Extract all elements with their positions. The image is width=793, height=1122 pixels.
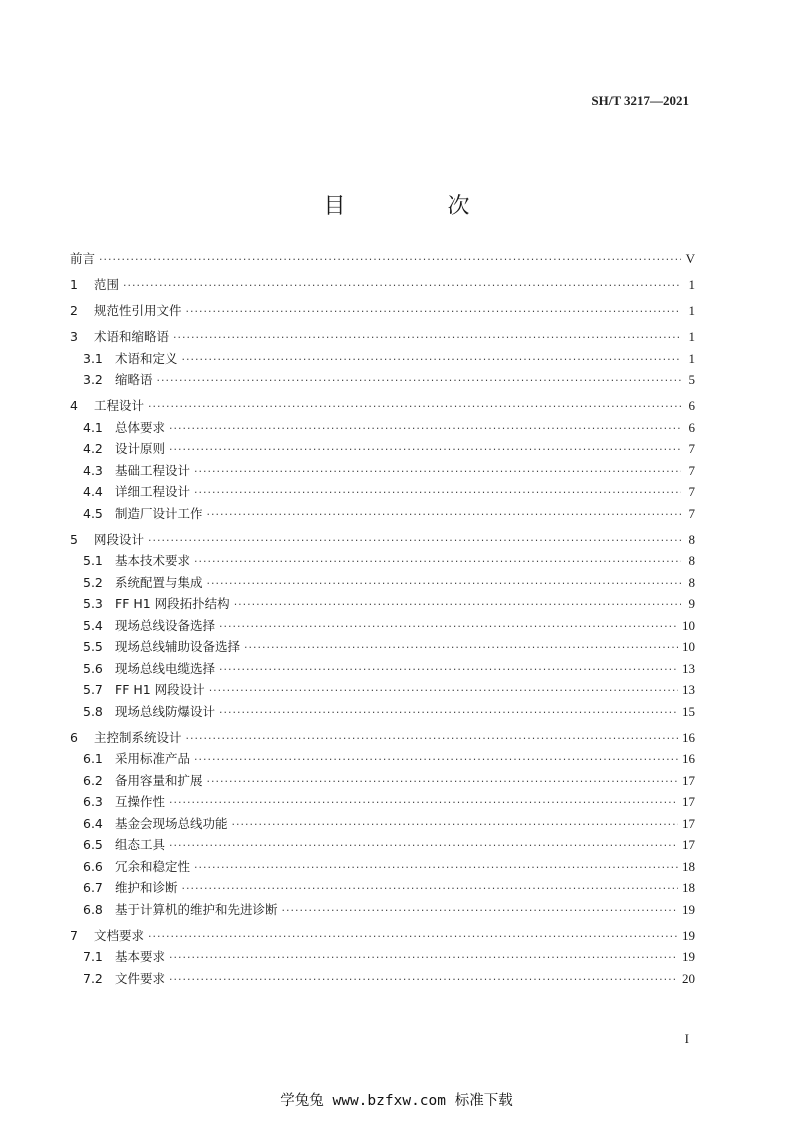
toc-entry-page: 10: [682, 617, 695, 633]
toc-entry-page: 1: [688, 350, 695, 366]
toc-dot-leader: [194, 461, 681, 483]
toc-entry-page: 7: [688, 505, 695, 521]
toc-entry-page: 15: [682, 703, 695, 719]
toc-entry-title: 基础工程设计: [115, 462, 191, 478]
toc-dot-leader: [207, 504, 681, 526]
toc-entry-chapter[interactable]: [70, 274, 695, 296]
toc-dot-leader: [169, 439, 681, 461]
toc-entry-page: 19: [682, 927, 695, 943]
toc-entry-chapter[interactable]: [70, 529, 695, 551]
toc-entry-page: 9: [688, 596, 695, 611]
toc-entry-page: 7: [688, 462, 695, 478]
toc-entry-chapter[interactable]: [70, 326, 695, 348]
toc-entry-page: 6: [688, 398, 695, 413]
toc-entry-number: 6.4: [83, 815, 103, 831]
toc-entry-page: 20: [682, 970, 695, 986]
toc-entry-number: 2: [70, 303, 78, 318]
toc-entry-title: 详细工程设计: [115, 484, 191, 499]
toc-dot-leader: [194, 857, 678, 879]
page-number: I: [684, 1031, 689, 1046]
toc-dot-leader: [282, 900, 678, 922]
toc-dot-leader: [186, 301, 681, 323]
toc-dot-leader: [182, 878, 678, 900]
toc-entry-title: 范围: [94, 277, 120, 292]
toc-dot-leader: [219, 659, 678, 681]
toc-entry-page: 17: [682, 772, 695, 788]
toc-entry-page: 7: [688, 484, 695, 499]
toc-entry-page: 1: [688, 277, 695, 292]
toc-dot-leader: [182, 349, 681, 371]
toc-dot-leader: [173, 327, 681, 349]
toc-entry-number: 5.1: [83, 553, 103, 568]
toc-entry-number: 5.8: [83, 703, 103, 719]
toc-entry-section[interactable]: [70, 417, 695, 439]
toc-dot-leader: [244, 637, 678, 659]
toc-entry-chapter[interactable]: [70, 925, 695, 947]
toc-entry-page: 17: [682, 794, 695, 809]
toc-entry-section[interactable]: [70, 770, 695, 792]
toc-entry-page: 16: [682, 729, 695, 745]
toc-entry-section[interactable]: [70, 748, 695, 770]
toc-entry-title: 缩略语: [115, 372, 153, 387]
toc-entry-section[interactable]: [70, 503, 695, 525]
toc-entry-section[interactable]: [70, 791, 695, 813]
page-title: 目 次: [323, 193, 510, 219]
toc-dot-leader: [99, 249, 681, 271]
toc-entry-title: 前言: [70, 251, 96, 266]
toc-entry-section[interactable]: [70, 834, 695, 856]
toc-entry-title: 网段设计: [94, 531, 145, 547]
toc-entry-section[interactable]: [70, 348, 695, 370]
toc-entry-title: 制造厂设计工作: [115, 505, 203, 521]
toc-entry-page: 17: [682, 837, 695, 852]
toc-entry-title: 组态工具: [115, 837, 166, 852]
toc-entry-section[interactable]: [70, 593, 695, 615]
toc-entry-section[interactable]: [70, 968, 695, 990]
toc-entry-number: 5.5: [83, 639, 103, 654]
toc-entry-number: 5.7: [83, 682, 103, 697]
toc-entry-title: FF H1 网段拓扑结构: [115, 596, 230, 611]
toc-dot-leader: [209, 680, 678, 702]
toc-dot-leader: [194, 749, 678, 771]
toc-dot-leader: [148, 926, 678, 948]
toc-entry-section[interactable]: [70, 813, 695, 835]
toc-entry-page: 17: [682, 815, 695, 831]
toc-entry-number: 4.2: [83, 441, 103, 456]
toc-entry-section[interactable]: [70, 438, 695, 460]
toc-dot-leader: [169, 418, 681, 440]
toc-entry-page: 18: [682, 880, 695, 895]
toc-dot-leader: [207, 573, 681, 595]
toc-dot-leader: [186, 728, 678, 750]
toc-entry-number: 4.3: [83, 462, 103, 478]
toc-entry-title: 冗余和稳定性: [115, 858, 191, 874]
toc-dot-leader: [169, 792, 678, 814]
toc-entry-section[interactable]: [70, 369, 695, 391]
toc-entry-page: 8: [688, 531, 695, 547]
toc-entry-number: 3: [70, 329, 78, 344]
toc-entry-chapter[interactable]: [70, 395, 695, 417]
toc-entry-title: 术语和缩略语: [94, 329, 170, 344]
toc-entry-title: 工程设计: [94, 398, 145, 413]
standard-code: SH/T 3217—2021: [591, 93, 689, 108]
toc-dot-leader: [234, 594, 681, 616]
toc-dot-leader: [148, 396, 681, 418]
toc-entry-number: 5.6: [83, 660, 103, 676]
toc-dot-leader: [232, 814, 678, 836]
toc-entry-page: 1: [688, 329, 695, 344]
toc-entry-number: 7.1: [83, 949, 103, 964]
toc-entry-title: 互操作性: [115, 794, 166, 809]
toc-entry-section[interactable]: [70, 658, 695, 680]
toc-entry-number: 6.3: [83, 794, 103, 809]
toc-entry-number: 4.4: [83, 484, 103, 499]
toc-entry-title: 采用标准产品: [115, 751, 191, 766]
toc-entry-number: 5.3: [83, 596, 103, 611]
toc-dot-leader: [169, 835, 678, 857]
toc-entry-section[interactable]: [70, 679, 695, 701]
toc-entry-page: 10: [682, 639, 695, 654]
toc-entry-page: 16: [682, 751, 695, 766]
toc-entry-title: 规范性引用文件: [94, 303, 182, 318]
toc-entry-number: 1: [70, 277, 78, 292]
toc-entry-section[interactable]: [70, 615, 695, 637]
toc-entry-number: 6: [70, 729, 78, 745]
toc-entry-title: 基本技术要求: [115, 553, 191, 568]
toc-entry-number: 7.2: [83, 970, 103, 986]
toc-entry-page: 19: [682, 949, 695, 964]
toc-entry-title: FF H1 网段设计: [115, 682, 205, 697]
toc-entry-number: 6.2: [83, 772, 103, 788]
toc-entry-page: 7: [688, 441, 695, 456]
toc-entry-section[interactable]: [70, 856, 695, 878]
toc-dot-leader: [169, 947, 678, 969]
toc-entry-title: 主控制系统设计: [94, 729, 182, 745]
toc-entry-section[interactable]: [70, 636, 695, 658]
toc-entry-title: 现场总线设备选择: [115, 617, 216, 633]
toc-dot-leader: [207, 771, 678, 793]
toc-entry-section[interactable]: [70, 460, 695, 482]
toc-entry-title: 文件要求: [115, 970, 166, 986]
toc-entry-section[interactable]: [70, 946, 695, 968]
toc-entry-number: 5.4: [83, 617, 103, 633]
toc-entry-title: 术语和定义: [115, 350, 178, 366]
toc-dot-leader: [123, 275, 681, 297]
toc-dot-leader: [219, 702, 678, 724]
toc-entry-number: 6.1: [83, 751, 103, 766]
watermark-text: 学兔兔 www.bzfxw.com 标准下载: [280, 1093, 513, 1109]
toc-entry-page: 8: [688, 574, 695, 590]
toc-entry-title: 备用容量和扩展: [115, 772, 203, 788]
toc-entry-section[interactable]: [70, 481, 695, 503]
toc-entry-section[interactable]: [70, 877, 695, 899]
toc-entry-page: 5: [688, 372, 695, 387]
toc-entry-number: 5: [70, 531, 78, 547]
toc-entry-page: 8: [688, 553, 695, 568]
toc-entry-title: 文档要求: [94, 927, 145, 943]
toc-entry-title: 总体要求: [115, 419, 166, 435]
toc-entry-number: 6.8: [83, 901, 103, 917]
toc-entry-page: V: [685, 251, 695, 266]
toc-entry-page: 13: [682, 682, 695, 697]
toc-entry-title: 现场总线防爆设计: [115, 703, 216, 719]
toc-entry-page: 19: [682, 901, 695, 917]
toc-dot-leader: [169, 969, 678, 991]
toc-entry-number: 3.2: [83, 372, 103, 387]
toc-entry-page: 18: [682, 858, 695, 874]
toc-entry-title: 维护和诊断: [115, 880, 178, 895]
toc-entry-number: 4.1: [83, 419, 103, 435]
toc-entry-chapter[interactable]: [70, 248, 695, 270]
toc-entry-title: 基本要求: [115, 949, 166, 964]
toc-entry-page: 13: [682, 660, 695, 676]
toc-entry-title: 现场总线电缆选择: [115, 660, 216, 676]
toc-entry-number: 5.2: [83, 574, 103, 590]
toc-entry-section[interactable]: [70, 572, 695, 594]
toc-entry-page: 6: [688, 419, 695, 435]
toc-entry-title: 现场总线辅助设备选择: [115, 639, 241, 654]
toc-dot-leader: [157, 370, 681, 392]
toc-entry-number: 6.7: [83, 880, 103, 895]
toc-entry-number: 7: [70, 927, 78, 943]
toc-dot-leader: [194, 551, 681, 573]
toc-entry-chapter[interactable]: [70, 300, 695, 322]
toc-entry-section[interactable]: [70, 701, 695, 723]
toc-entry-title: 基于计算机的维护和先进诊断: [115, 901, 278, 917]
toc-entry-number: 6.5: [83, 837, 103, 852]
table-of-contents: [70, 248, 695, 989]
toc-entry-chapter[interactable]: [70, 727, 695, 749]
toc-dot-leader: [194, 482, 681, 504]
toc-entry-page: 1: [688, 303, 695, 318]
toc-entry-section[interactable]: [70, 899, 695, 921]
toc-entry-number: 3.1: [83, 350, 103, 366]
toc-entry-number: 4: [70, 398, 78, 413]
toc-entry-title: 设计原则: [115, 441, 166, 456]
toc-entry-title: 系统配置与集成: [115, 574, 203, 590]
toc-entry-number: 4.5: [83, 505, 103, 521]
toc-entry-title: 基金会现场总线功能: [115, 815, 228, 831]
toc-entry-section[interactable]: [70, 550, 695, 572]
toc-dot-leader: [148, 530, 681, 552]
toc-dot-leader: [219, 616, 678, 638]
toc-entry-number: 6.6: [83, 858, 103, 874]
